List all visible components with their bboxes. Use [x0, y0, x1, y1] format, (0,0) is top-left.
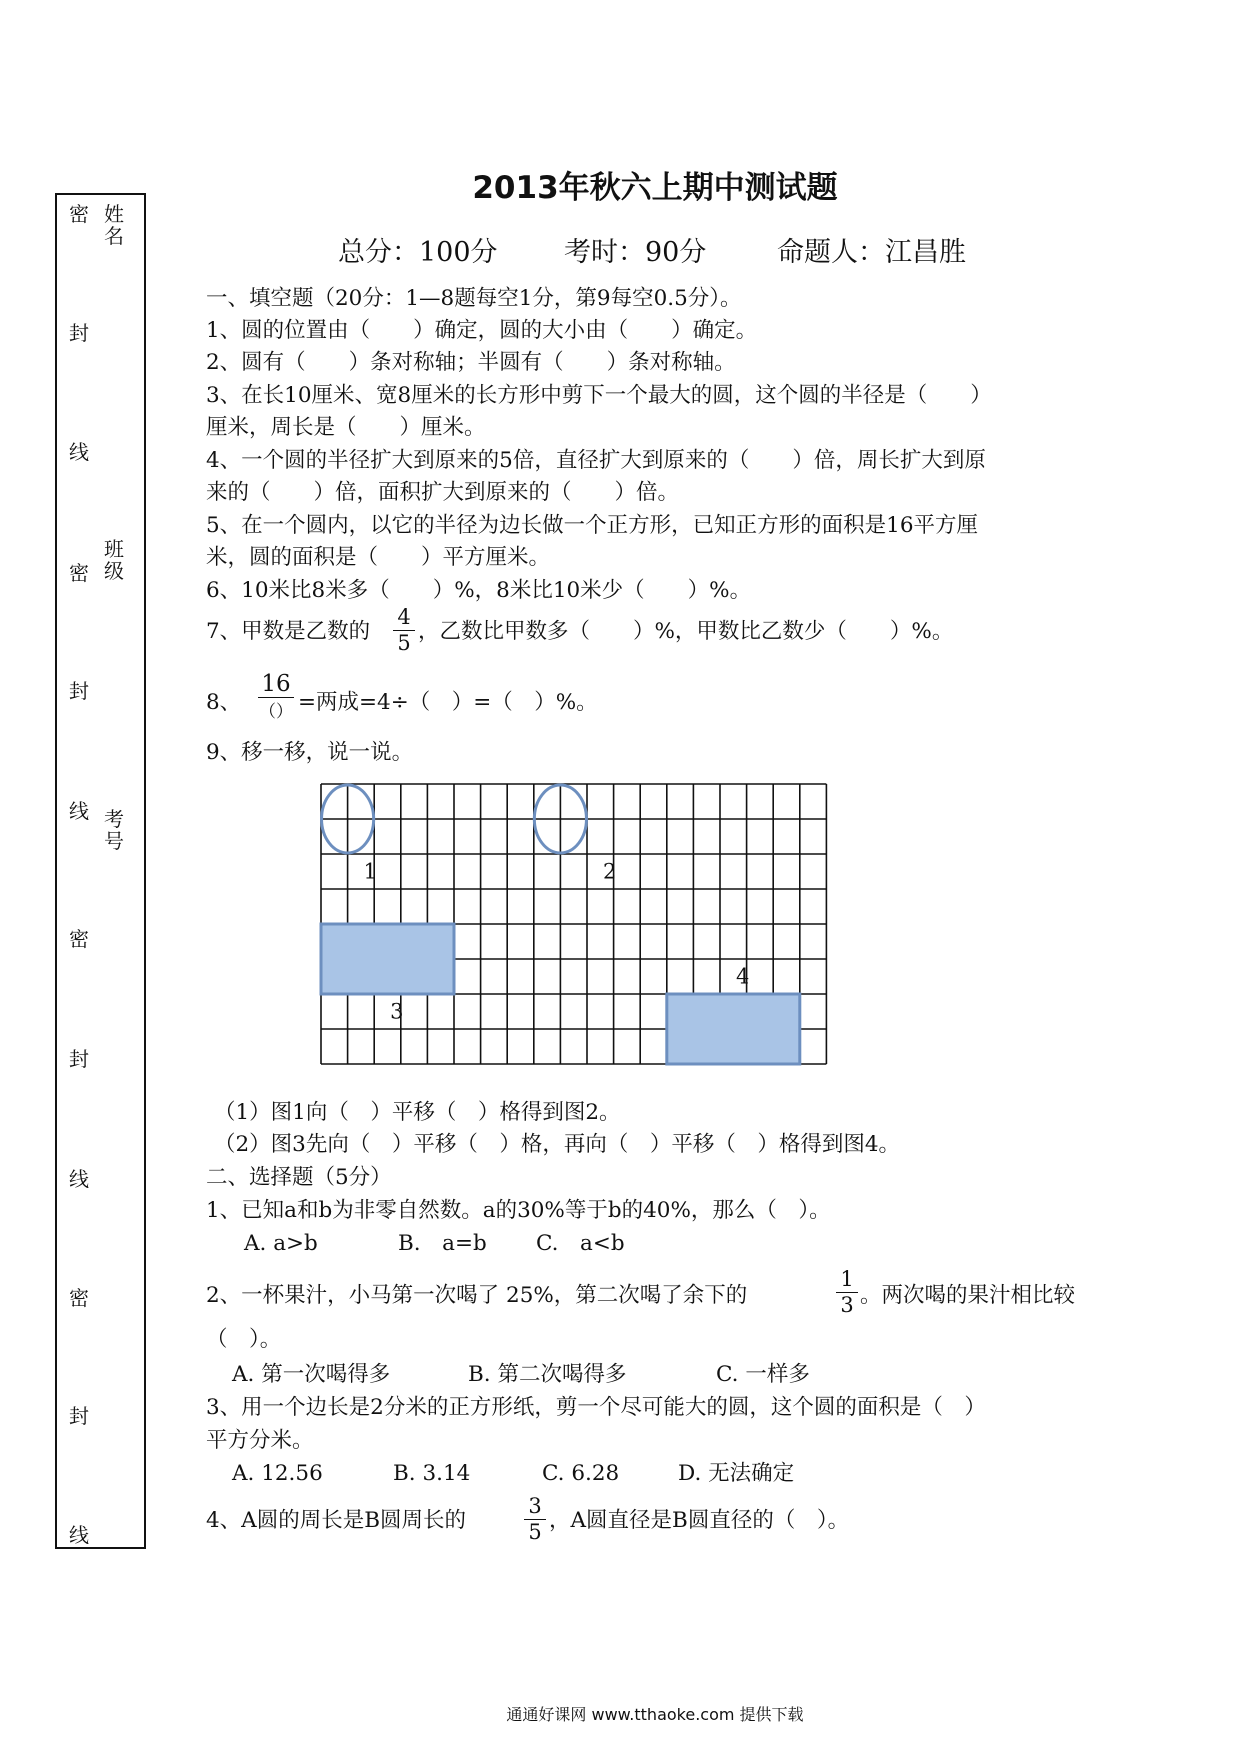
choice-2-option-b: B. 第二次喝得多 — [468, 1362, 627, 1387]
fraction-numerator: 16 — [261, 671, 291, 697]
choice-question-2: 2、一杯果汁，小马第一次喝了 25%，第二次喝了余下的 — [206, 1283, 748, 1308]
choice-3-option-c: C. 6.28 — [542, 1461, 620, 1486]
shape-label-4: 4 — [735, 964, 750, 989]
fraction-one-third — [836, 1268, 858, 1317]
question-9-part-1: （1）图1向（ ）平移（ ）格得到图2。 — [214, 1100, 621, 1125]
choice-question-2-suffix: 。两次喝的果汁相比较 — [860, 1283, 1076, 1308]
exam-time: 考时：90分 — [564, 237, 707, 268]
question-5: 5、在一个圆内，以它的半径为边长做一个正方形，已知正方形的面积是16平方厘 — [206, 513, 979, 538]
choice-1-option-c: C. a<b — [536, 1231, 625, 1256]
question-3-cont: 厘米，周长是（ ）厘米。 — [206, 415, 486, 440]
question-2: 2、圆有（ ）条对称轴；半圆有（ ）条对称轴。 — [206, 350, 736, 375]
total-score: 总分：100分 — [338, 237, 498, 268]
question-3: 3、在长10厘米、宽8厘米的长方形中剪下一个最大的圆，这个圆的半径是（ ） — [206, 383, 992, 408]
seal-char: 线 — [69, 799, 89, 823]
seal-char: 密 — [69, 1286, 89, 1310]
rectangle-shape-4 — [667, 994, 800, 1064]
choice-question-3: 3、用一个边长是2分米的正方形纸，剪一个尽可能大的圆，这个圆的面积是（ ） — [206, 1395, 986, 1420]
question-7-suffix: ，乙数比甲数多（ ）%，甲数比乙数少（ ）%。 — [418, 619, 954, 644]
footer-credit: 通通好课网 www.tthaoke.com 提供下载 — [506, 1705, 804, 1724]
fraction-numerator: 3 — [528, 1494, 542, 1518]
choice-question-2-cont: （ ）。 — [206, 1327, 282, 1352]
rectangle-shape-3 — [321, 924, 454, 994]
seal-char: 密 — [69, 202, 89, 226]
choice-1-option-b: B. a=b — [398, 1231, 487, 1256]
author: 命题人：江昌胜 — [777, 237, 966, 268]
seal-char: 封 — [69, 321, 89, 345]
fraction-denominator: （） — [259, 702, 293, 722]
shape-label-3: 3 — [390, 999, 404, 1024]
seal-char: 线 — [69, 1523, 89, 1547]
name-field-label: 姓名 — [104, 202, 124, 248]
section2-heading: 二、选择题（5分） — [206, 1165, 392, 1190]
choice-question-4-suffix: ，A圆直径是B圆直径的（ ）。 — [549, 1508, 850, 1533]
question-6: 6、10米比8米多（ ）%，8米比10米少（ ）%。 — [206, 578, 752, 603]
seal-char: 封 — [69, 1404, 89, 1428]
fraction-denominator: 5 — [397, 631, 411, 655]
choice-question-1: 1、已知a和b为非零自然数。a的30%等于b的40%，那么（ ）。 — [206, 1198, 831, 1223]
choice-2-option-c: C. 一样多 — [716, 1362, 810, 1387]
question-1: 1、圆的位置由（ ）确定，圆的大小由（ ）确定。 — [206, 318, 758, 343]
choice-1-option-a: A. a>b — [244, 1231, 318, 1256]
question-8-suffix: =两成=4÷（ ）=（ ）%。 — [298, 690, 598, 715]
question-5-cont: 米，圆的面积是（ ）平方厘米。 — [206, 545, 551, 570]
choice-question-4: 4、A圆的周长是B圆周长的 — [206, 1508, 467, 1533]
choice-3-option-a: A. 12.56 — [232, 1461, 323, 1486]
exam-number-field-label: 考号 — [104, 807, 124, 853]
choice-3-option-d: D. 无法确定 — [678, 1461, 795, 1486]
fraction-numerator: 4 — [397, 605, 411, 629]
seal-char: 封 — [69, 679, 89, 703]
choice-2-option-a: A. 第一次喝得多 — [232, 1362, 391, 1387]
seal-char: 封 — [69, 1047, 89, 1071]
choice-question-3-cont: 平方分米。 — [206, 1428, 314, 1453]
seal-char: 密 — [69, 561, 89, 585]
fraction-denominator: 3 — [840, 1293, 854, 1317]
fraction-three-fifths — [524, 1495, 546, 1544]
seal-char: 线 — [69, 440, 89, 464]
class-field-label: 班级 — [104, 537, 124, 583]
question-8-label: 8、 — [206, 690, 242, 715]
question-4: 4、一个圆的半径扩大到原来的5倍，直径扩大到原来的（ ）倍，周长扩大到原 — [206, 448, 986, 473]
fraction-denominator: 5 — [528, 1520, 542, 1544]
question-9-part-2: （2）图3先向（ ）平移（ ）格，再向（ ）平移（ ）格得到图4。 — [214, 1132, 901, 1157]
seal-char: 线 — [69, 1167, 89, 1191]
page-title: 2013年秋六上期中测试题 — [472, 170, 838, 206]
question-9: 9、移一移，说一说。 — [206, 740, 414, 765]
question-7-prefix: 7、甲数是乙数的 — [206, 619, 371, 644]
fraction-numerator: 1 — [840, 1267, 854, 1291]
choice-3-option-b: B. 3.14 — [393, 1461, 471, 1486]
question-4-cont: 来的（ ）倍，面积扩大到原来的（ ）倍。 — [206, 480, 680, 505]
shape-label-1: 1 — [363, 859, 377, 884]
seal-char: 密 — [69, 927, 89, 951]
section1-heading: 一、填空题（20分：1—8题每空1分，第9每空0.5分）。 — [206, 286, 742, 311]
shape-label-2: 2 — [602, 859, 617, 884]
